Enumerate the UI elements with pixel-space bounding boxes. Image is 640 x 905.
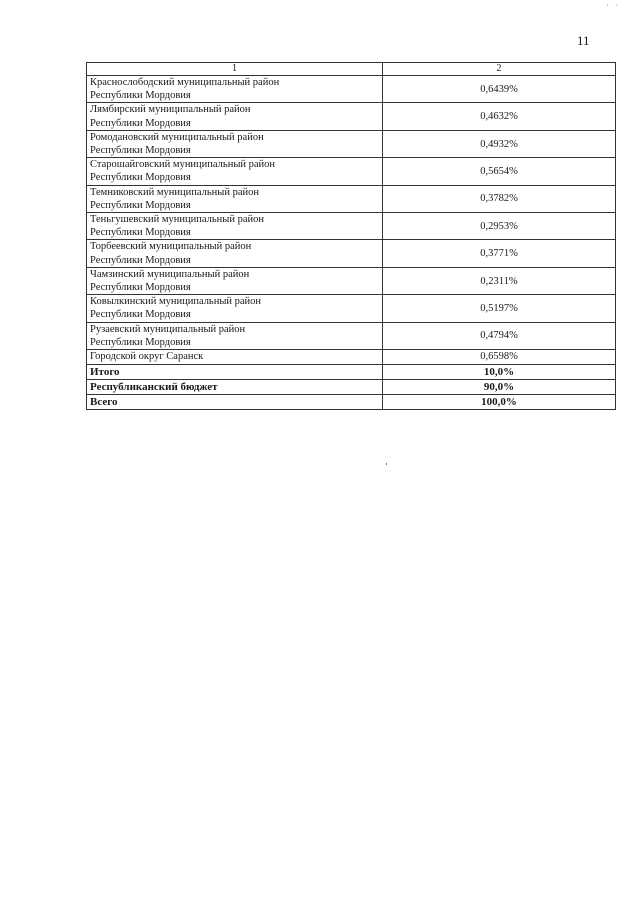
district-name-line2: Республики Мордовия [90, 199, 191, 211]
district-share: 0,4932% [383, 130, 616, 157]
district-name [87, 103, 383, 130]
table-row [87, 76, 616, 103]
district-name [87, 213, 383, 240]
grand-total-label: Всего [87, 395, 383, 410]
district-name-line2: Республики Мордовия [90, 282, 191, 294]
district-name-line2: Республики Мордовия [90, 90, 191, 102]
scan-speck [386, 463, 387, 465]
column-header-1: 1 [87, 63, 383, 76]
table-row [87, 130, 616, 157]
district-name-line2: Республики Мордовия [90, 336, 191, 348]
district-name-line1: Рузаевский муниципальный район [90, 323, 246, 335]
district-name-line2: Республики Мордовия [90, 309, 191, 321]
district-share: 0,4794% [383, 322, 616, 349]
corner-scan-mark: · · [606, 0, 621, 10]
district-name [87, 130, 383, 157]
district-name-line1: Краснослободский муниципальный район [90, 77, 280, 88]
district-name-line1: Теньгушевский муниципальный район [90, 214, 264, 226]
district-share: 0,5197% [383, 295, 616, 322]
district-name [87, 295, 383, 322]
table-row [87, 185, 616, 212]
district-share: 0,2311% [383, 267, 616, 294]
distribution-table [86, 62, 616, 410]
republican-budget-value: 90,0% [383, 380, 616, 395]
grand-total-value: 100,0% [383, 395, 616, 410]
column-header-2: 2 [383, 63, 616, 76]
subtotal-value: 10,0% [383, 365, 616, 380]
city-district-name: Городской округ Саранск [87, 350, 383, 365]
district-name [87, 76, 383, 103]
district-share: 0,3782% [383, 185, 616, 212]
district-name-line1: Темниковский муниципальный район [90, 186, 259, 198]
page-number: 11 [577, 33, 590, 48]
table-row [87, 322, 616, 349]
district-name [87, 185, 383, 212]
district-name-line2: Республики Мордовия [90, 227, 191, 239]
district-name [87, 322, 383, 349]
city-district-share: 0,6598% [383, 350, 616, 365]
district-name-line1: Старошайговский муниципальный район [90, 159, 276, 171]
table-row [87, 350, 616, 365]
district-name-line2: Республики Мордовия [90, 172, 191, 184]
table-row [87, 213, 616, 240]
district-share: 0,4632% [383, 103, 616, 130]
district-name-line2: Республики Мордовия [90, 145, 191, 157]
republican-budget-row [87, 380, 616, 395]
table-row [87, 295, 616, 322]
table-row [87, 158, 616, 185]
district-name-line2: Республики Мордовия [90, 254, 191, 266]
republican-budget-label: Республиканский бюджет [87, 380, 383, 395]
district-name-line1: Ромодановский муниципальный район [90, 131, 264, 143]
table-header-row [87, 63, 616, 76]
district-name-line1: Лямбирский муниципальный район [90, 104, 251, 116]
table-row [87, 103, 616, 130]
table-row [87, 267, 616, 294]
district-name [87, 240, 383, 267]
district-name [87, 267, 383, 294]
district-share: 0,6439% [383, 76, 616, 103]
district-share: 0,3771% [383, 240, 616, 267]
district-name-line1: Чамзинский муниципальный район [90, 268, 250, 280]
subtotal-row [87, 365, 616, 380]
subtotal-label: Итого [87, 365, 383, 380]
district-name-line2: Республики Мордовия [90, 117, 191, 129]
grand-total-row [87, 395, 616, 410]
district-name-line1: Ковылкинский муниципальный район [90, 296, 262, 308]
district-name-line1: Торбеевский муниципальный район [90, 241, 252, 253]
district-share: 0,5654% [383, 158, 616, 185]
district-name [87, 158, 383, 185]
district-share: 0,2953% [383, 213, 616, 240]
table-row [87, 240, 616, 267]
